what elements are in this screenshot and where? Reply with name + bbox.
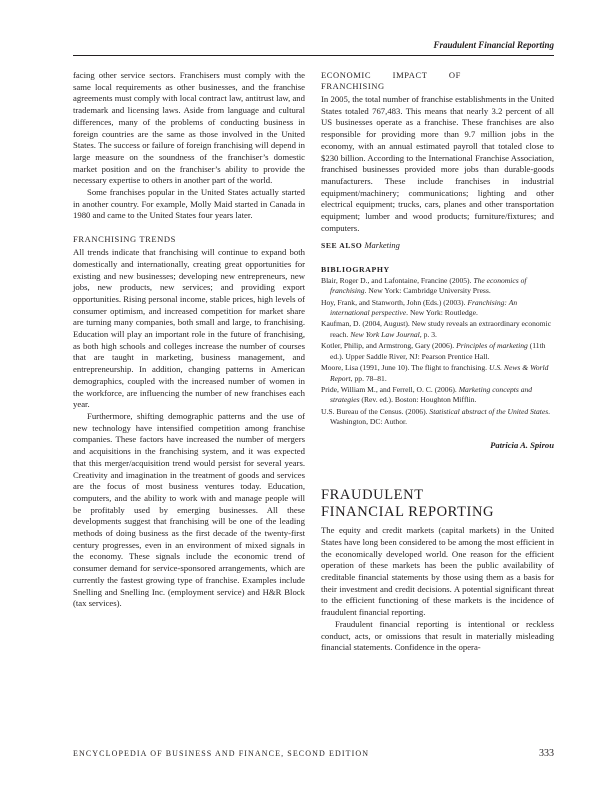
reference-entry: Kaufman, D. (2004, August). New study reveals an extraordinary economic reach. New York Law Journal, p. 3. xyxy=(321,319,552,339)
author-name: Patricia A. Spirou xyxy=(490,439,554,450)
page-footer xyxy=(73,749,554,758)
page-number: 333 xyxy=(539,748,554,759)
section-heading-franchising-trends: FRANCHISING TRENDS xyxy=(73,234,176,245)
paragraph: All trends indicate that franchising will continue to expand both domestically and internationally, creating great opportunities for existing and new businesses; developing new entrepreneurs, new jobs, new products, new services; and providing export opportunities. Rising personal income, stable prices, high levels of consumer optimism, and increased competition for market share are turning many companies, both small and large, to franchising. Education will play an important role in the future of franchising, as both high schools and colleges increase the number of courses that are taught in marketing, business management, and entrepreneurship. In addition, changing patterns in American demographics, coupled with the increased number of women in the workforce, are influencing the number of new franchises each year. xyxy=(73,247,305,410)
bibliography-list xyxy=(321,276,554,428)
bibliography-heading: BIBLIOGRAPHY xyxy=(321,265,390,275)
reference-entry: Blair, Roger D., and Lafontaine, Francine (2005). The economics of franchising. New York: Cambridge University Press. xyxy=(321,275,527,296)
right-column xyxy=(321,70,554,654)
book-title: ENCYCLOPEDIA OF BUSINESS AND FINANCE, SECOND EDITION xyxy=(73,749,370,758)
paragraph: facing other service sectors. Franchisers must comply with the same local requirements as other businesses, and the franchise agreements must comply with local contract law, antitrust law, and trademark and licensing laws. Aside from language and cultural differences, many of the problems of conducting business in foreign countries are the same as those involved in the United States. The success or failure of foreign franchising will depend in large measure on the soundness of the franchiser’s domestic market position and on the franchiser’s ability to provide the necessary expertise to others in another part of the world. xyxy=(73,70,305,186)
paragraph: The equity and credit markets (capital markets) in the United States have long been considered to be among the most efficient in the economically developed world. One reason for the efficient operation of these markets has been the public availability of creditable financial statements by those using them as a basis for their investment and credit decisions. A potential significant threat to the efficient functioning of these markets is the incidence of fraudulent financial reporting. xyxy=(321,525,554,618)
reference-entry: U.S. Bureau of the Census. (2006). Statistical abstract of the United States. Washington, DC: Author. xyxy=(321,406,551,427)
entry-title-line-2: FINANCIAL REPORTING xyxy=(321,504,495,521)
see-also xyxy=(321,240,554,252)
section-heading-economic-impact: ECONOMIC IMPACT OF FRANCHISING xyxy=(321,70,461,91)
paragraph: In 2005, the total number of franchise establishments in the United States totaled 767,483. This means that nearly 3.2 percent of all US businesses operate as a franchise. These franchises are also responsible for providing more than 9.7 million jobs in the economy, with an annual estimated payroll that totaled close to $230 billion. According to the International Franchise Association, franchised businesses provided more jobs than durable-goods manufacturers. These include franchises in industrial equipment/machinery; communications; lighting and other electrical equipment; trucks, cars, planes and other transportation equipment; lumber and wood products; furniture/fixtures; and computers. xyxy=(321,94,554,233)
see-also-link[interactable]: Marketing xyxy=(364,240,400,251)
paragraph: Some franchises popular in the United States actually started in another country. For example, Molly Maid started in Canada in 1980 and came to the United States four years later. xyxy=(73,187,305,221)
reference-entry: Pride, William M., and Ferrell, O. C. (2006). Marketing concepts and strategies (Rev. ed.). Boston: Houghton Mifflin. xyxy=(321,384,533,405)
paragraph: Fraudulent financial reporting is intentional or reckless conduct, acts, or omissions that result in materially misleading financial statements. Confidence in the opera- xyxy=(321,618,554,653)
reference-entry: Kotler, Philip, and Armstrong, Gary (2006). Principles of marketing (11th ed.). Upper Saddle River, NJ: Pearson Prentice Hall. xyxy=(321,341,546,361)
paragraph: Furthermore, shifting demographic patterns and the use of new technology have intensified competition among franchise companies. These factors have increased the number of mergers and acquisitions in the franchising system, and it was expected that this merger/acquisition trend would persist for several years. Creativity and imagination in the treatment of goods and services are the focus of most business ventures today. Education, computers, and the ability to work with and manage people will be profitably used by emerging businesses. All these developments suggest that franchising will be one of the leading methods of doing business as the first decade of the twenty-first century progresses, even in an environment of mixed signals in the economy. These signals include the economic trend of consumer demand for service-sponsored arrangements, which are currently the fastest growing type of franchise. Examples include Snelling and Snelling Inc. (employment service) and H&R Block (tax services). xyxy=(73,410,305,609)
reference-entry: Moore, Lisa (1991, June 10). The flight to franchising. U.S. News & World Report, pp. 78–81. xyxy=(321,363,549,383)
reference-entry: Hoy, Frank, and Stanworth, John (Eds.) (2003). Franchising: An international perspective. New York: Routledge. xyxy=(321,297,518,318)
see-also-label: SEE ALSO xyxy=(321,241,363,251)
entry-title xyxy=(321,487,554,521)
header-rule xyxy=(73,55,554,56)
entry-title-line-1: FRAUDULENT xyxy=(321,487,424,504)
running-head: Fraudulent Financial Reporting xyxy=(433,40,554,50)
left-column xyxy=(73,70,305,610)
